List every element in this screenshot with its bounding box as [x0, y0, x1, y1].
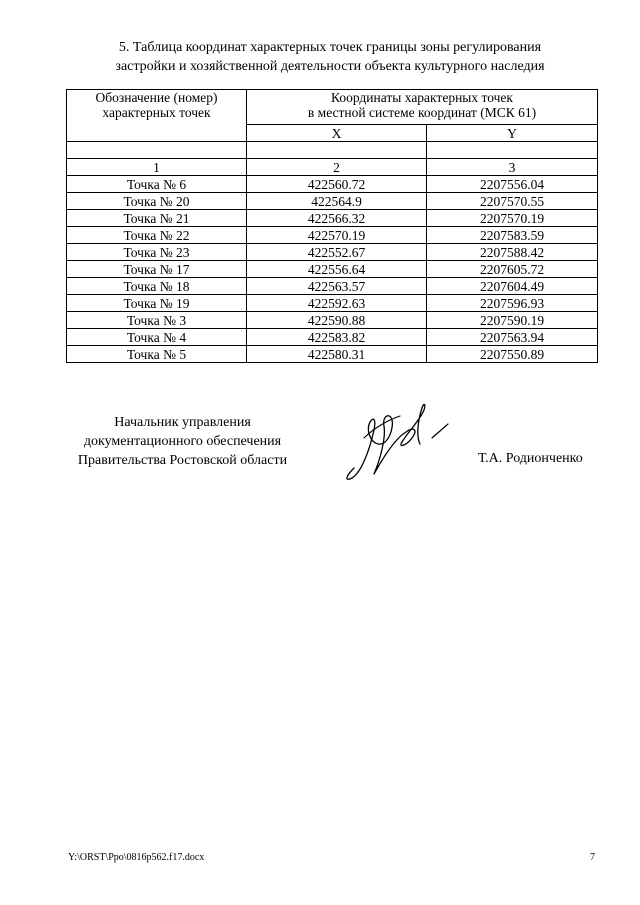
handwritten-signature — [340, 398, 455, 483]
x-cell: 422580.31 — [247, 346, 427, 363]
header-col1-line1: Обозначение (номер) — [95, 90, 218, 105]
header-coordinates — [247, 90, 598, 125]
point-cell: Точка № 6 — [67, 176, 247, 193]
table-row — [67, 176, 598, 193]
y-cell: 2207605.72 — [427, 261, 598, 278]
position-line-2: документационного обеспечения — [83, 434, 282, 449]
table-row — [67, 346, 598, 363]
x-cell: 422560.72 — [247, 176, 427, 193]
x-cell: 422552.67 — [247, 244, 427, 261]
x-cell: 422590.88 — [247, 312, 427, 329]
point-cell: Точка № 23 — [67, 244, 247, 261]
point-cell: Точка № 17 — [67, 261, 247, 278]
header-coords-line1: Координаты характерных точек — [331, 90, 513, 105]
header-point-designation — [67, 90, 247, 142]
signatory-position — [60, 413, 305, 470]
footer-file-path: Y:\ORST\Ppo\0816p562.f17.docx — [68, 852, 205, 863]
table-separator — [67, 142, 598, 159]
x-cell: 422566.32 — [247, 210, 427, 227]
x-cell: 422564.9 — [247, 193, 427, 210]
table-row — [67, 295, 598, 312]
x-cell: 422570.19 — [247, 227, 427, 244]
x-cell: 422583.82 — [247, 329, 427, 346]
y-cell: 2207588.42 — [427, 244, 598, 261]
x-cell: 422592.63 — [247, 295, 427, 312]
y-cell: 2207583.59 — [427, 227, 598, 244]
header-coords-line2: в местной системе координат (МСК 61) — [307, 105, 537, 120]
table-column-numbers-row — [67, 159, 598, 176]
column-number-2: 2 — [247, 159, 427, 176]
column-number-1: 1 — [67, 159, 247, 176]
table-row — [67, 329, 598, 346]
y-cell: 2207590.19 — [427, 312, 598, 329]
table-row — [67, 312, 598, 329]
title-line-2: застройки и хозяйственной деятельности объекта культурного наследия — [115, 59, 545, 74]
header-col1-line2: характерных точек — [102, 105, 211, 120]
table-row — [67, 227, 598, 244]
point-cell: Точка № 18 — [67, 278, 247, 295]
table-row — [67, 210, 598, 227]
y-cell: 2207556.04 — [427, 176, 598, 193]
y-cell: 2207563.94 — [427, 329, 598, 346]
page-number: 7 — [590, 852, 595, 863]
table-row — [67, 261, 598, 278]
point-cell: Точка № 19 — [67, 295, 247, 312]
point-cell: Точка № 20 — [67, 193, 247, 210]
column-number-3: 3 — [427, 159, 598, 176]
table-row — [67, 193, 598, 210]
header-y: Y — [427, 125, 598, 142]
table-header-row — [67, 90, 598, 125]
table-row — [67, 278, 598, 295]
y-cell: 2207596.93 — [427, 295, 598, 312]
y-cell: 2207570.19 — [427, 210, 598, 227]
y-cell: 2207570.55 — [427, 193, 598, 210]
table-row — [67, 244, 598, 261]
position-line-1: Начальник управления — [114, 415, 251, 430]
point-cell: Точка № 4 — [67, 329, 247, 346]
position-line-3: Правительства Ростовской области — [77, 453, 288, 468]
y-cell: 2207604.49 — [427, 278, 598, 295]
point-cell: Точка № 22 — [67, 227, 247, 244]
point-cell: Точка № 21 — [67, 210, 247, 227]
signatory-name: Т.А. Родионченко — [478, 451, 583, 466]
point-cell: Точка № 3 — [67, 312, 247, 329]
title-line-1: 5. Таблица координат характерных точек границы зоны регулирования — [118, 40, 542, 55]
point-cell: Точка № 5 — [67, 346, 247, 363]
y-cell: 2207550.89 — [427, 346, 598, 363]
document-title — [60, 38, 600, 76]
x-cell: 422556.64 — [247, 261, 427, 278]
x-cell: 422563.57 — [247, 278, 427, 295]
coordinates-table — [66, 89, 598, 363]
header-x: X — [247, 125, 427, 142]
